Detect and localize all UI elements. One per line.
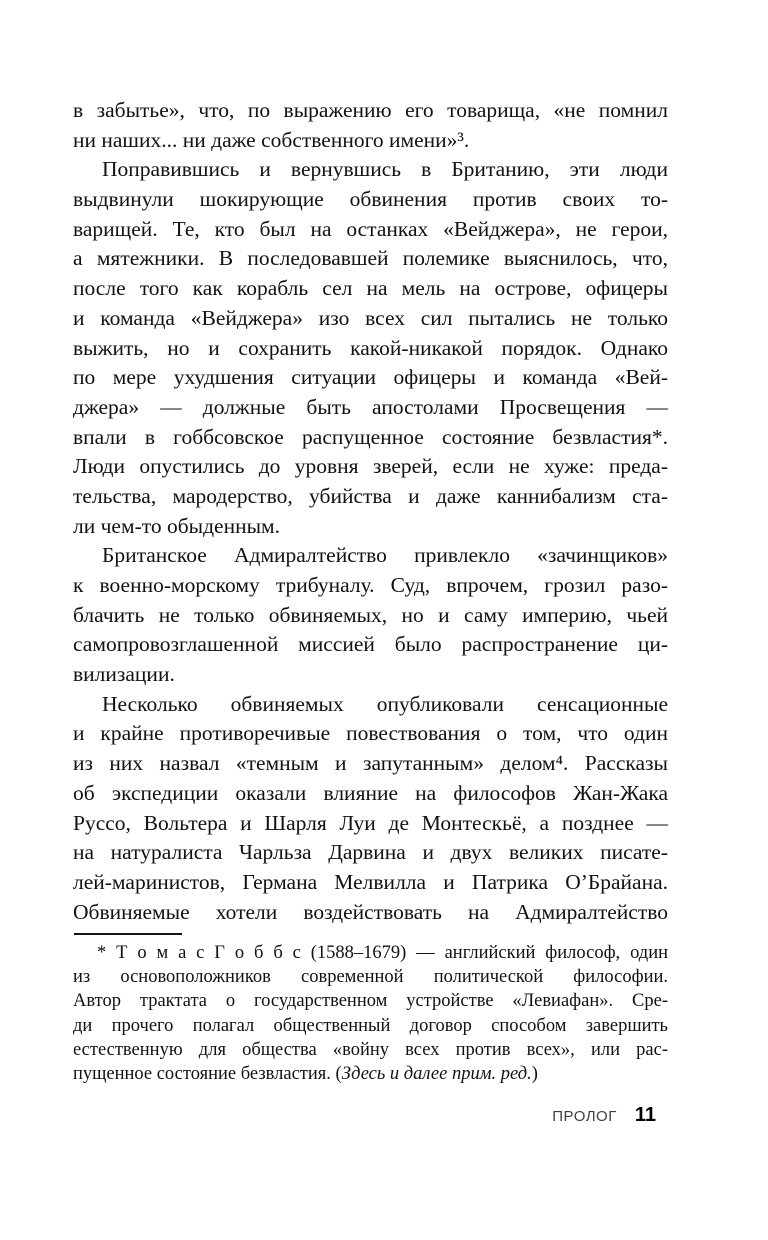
text-line: и команда «Вейджера» изо всех сил пытались не только: [73, 305, 668, 330]
text-line: а мятежники. В последовавшей полемике выяснилось, что,: [73, 246, 668, 271]
text-line: в забытье», что, по выражению его товарища, «не помнил: [73, 98, 668, 122]
text-line: Поправившись и вернувшись в Британию, эти люди: [102, 157, 668, 182]
page-number: 11: [634, 1104, 656, 1126]
text-line: на натуралиста Чарльза Дарвина и двух великих писате-: [73, 840, 668, 865]
text-line: и крайне противоречивые повествования о том, что один: [73, 721, 668, 746]
text-line: Британское Адмиралтейство привлекло «зачинщиков»: [102, 543, 668, 568]
footnote-line: Автор трактата о государственном устройстве «Левиафан». Сре-: [73, 991, 668, 1012]
footnote-text: ): [531, 1063, 538, 1084]
footnote-line: из основоположников современной политической философии.: [73, 967, 668, 988]
text-line: Люди опустились до уровня зверей, если не хуже: преда-: [73, 454, 668, 479]
text-line: тельства, мародерство, убийства и даже каннибализм ста-: [73, 483, 668, 508]
text-line: по мере ухудшения ситуации офицеры и команда «Вей-: [73, 365, 668, 390]
text-line: самопровозглашенной миссией было распространение ци-: [73, 632, 668, 657]
text-line: вилизации.: [73, 662, 175, 687]
text-line: лей-маринистов, Германа Мелвилла и Патрика О’Брайана.: [73, 869, 668, 894]
text-line: после того как корабль сел на мель на острове, офицеры: [73, 276, 668, 301]
text-line: об экспедиции оказали влияние на философов Жан-Жака: [73, 780, 668, 805]
footnote-separator: [74, 933, 182, 935]
text-line: выжить, но и сохранить какой-никакой порядок. Однако: [73, 335, 668, 360]
footnote-line: [73, 1062, 668, 1086]
main-text: [73, 96, 668, 927]
text-line: из них назвал «темным и запутанным» делом⁴. Рассказы: [73, 751, 668, 776]
text-line: впали в гоббсовское распущенное состояние безвластия*.: [73, 424, 668, 449]
page-footer: [552, 1104, 656, 1127]
text-line: Руссо, Вольтера и Шарля Луи де Монтескьё, а позднее —: [73, 810, 668, 835]
text-line: варищей. Те, кто был на останках «Вейджера», не герои,: [73, 216, 668, 241]
footnote-line: * Т о м а с Г о б б с (1588–1679) — английский философ, один: [97, 943, 668, 963]
text-line: ни наших... ни даже собственного имени»³.: [73, 127, 470, 152]
text-line: к военно-морскому трибуналу. Суд, впрочем, грозил разо-: [73, 573, 668, 597]
text-line: ли чем-то обыденным.: [73, 513, 281, 538]
footnote: [73, 941, 668, 1086]
footnote-editor-note: Здесь и далее прим. ред.: [341, 1063, 532, 1084]
running-title: ПРОЛОГ: [552, 1108, 617, 1125]
footnote-text: пущенное состояние безвластия. (: [73, 1063, 342, 1084]
text-line: блачить не только обвиняемых, но и саму империю, чьей: [73, 602, 668, 627]
footnote-line: естественную для общества «войну всех против всех», или рас-: [73, 1039, 668, 1060]
text-line: выдвинули шокирующие обвинения против своих то-: [73, 187, 668, 212]
footnote-line: ди прочего полагал общественный договор способом завершить: [73, 1015, 668, 1036]
text-line: Несколько обвиняемых опубликовали сенсационные: [102, 691, 668, 716]
text-line: джера» — должные быть апостолами Просвещения —: [73, 394, 668, 419]
text-line: Обвиняемые хотели воздействовать на Адмиралтейство: [73, 899, 668, 924]
footnote-lines: [73, 941, 668, 1062]
